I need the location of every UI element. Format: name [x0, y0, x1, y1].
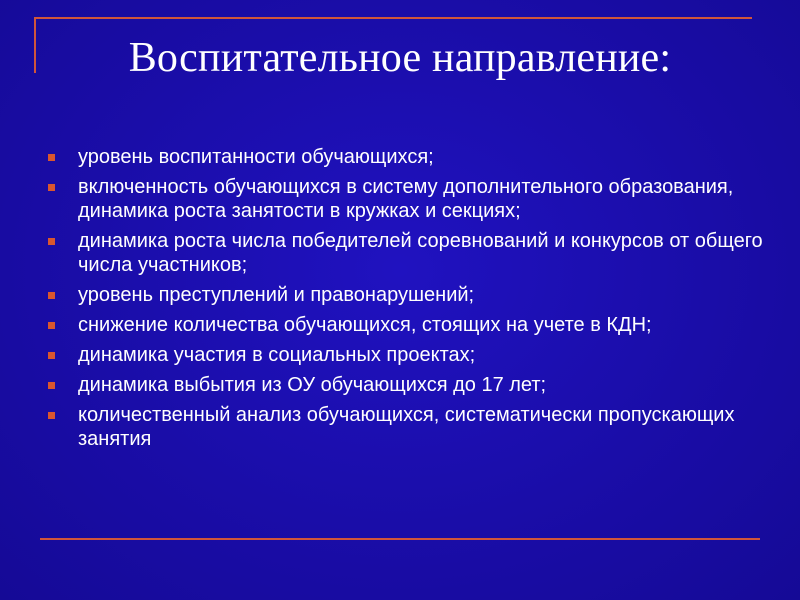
square-bullet-icon [48, 412, 55, 419]
bullet-item [48, 145, 768, 169]
bullet-text: количественный анализ обучающихся, систематически пропускающих занятия [78, 404, 735, 450]
square-bullet-icon [48, 238, 55, 245]
square-bullet-icon [48, 154, 55, 161]
square-bullet-icon [48, 184, 55, 191]
bullet-item [48, 373, 768, 397]
square-bullet-icon [48, 322, 55, 329]
square-bullet-icon [48, 292, 55, 299]
bullet-text: динамика выбытия из ОУ обучающихся до 17 лет; [78, 374, 547, 396]
bullet-item [48, 229, 768, 277]
bullet-item [48, 313, 768, 337]
bullet-item [48, 175, 768, 223]
bullet-item [48, 343, 768, 367]
bullet-text: включенность обучающихся в систему дополнительного образования, динамика роста занятости в кружках и секциях; [78, 176, 734, 222]
bullet-text: динамика участия в социальных проектах; [78, 344, 476, 366]
square-bullet-icon [48, 382, 55, 389]
bullet-list [48, 145, 768, 457]
bullet-text: уровень воспитанности обучающихся; [78, 146, 434, 168]
square-bullet-icon [48, 352, 55, 359]
frame-top-line [34, 17, 752, 19]
slide-title: Воспитательное направление: [128, 35, 672, 81]
bullet-text: уровень преступлений и правонарушений; [78, 284, 475, 306]
frame-bottom-line [40, 538, 760, 540]
bullet-item [48, 283, 768, 307]
bullet-text: динамика роста числа победителей соревнований и конкурсов от общего числа участников; [78, 230, 763, 276]
bullet-text: снижение количества обучающихся, стоящих на учете в КДН; [78, 314, 652, 336]
bullet-item [48, 403, 768, 451]
